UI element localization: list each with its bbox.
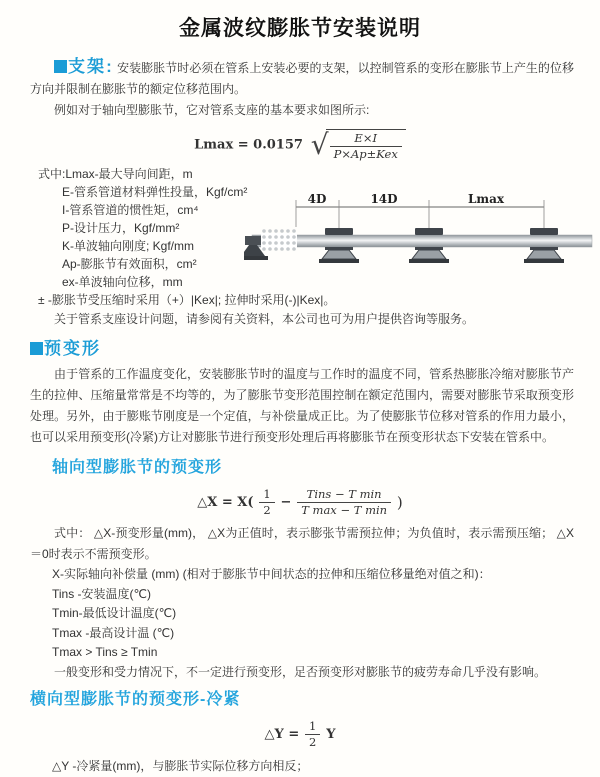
formula-numerator: 1 <box>305 720 320 735</box>
section-square-icon <box>30 342 43 355</box>
closing-paren: ) <box>396 493 403 512</box>
lateral-def-line: △Y -冷紧量(mm)，与膨胀节实际位移方向相反； <box>52 759 309 773</box>
support-example-text: 例如对于轴向型膨胀节，它对管系支座的基本要求如图所示: <box>54 103 370 117</box>
lateral-coldpull-formula <box>0 720 600 749</box>
axial-def-line: Tmin-最低设计温度(℃) <box>52 606 177 620</box>
formula-fraction-half <box>259 488 274 517</box>
formula-fraction-temp <box>297 488 391 517</box>
formula-lhs: △Y = <box>264 727 300 742</box>
page-title: 金属波纹膨胀节安装说明 <box>179 17 421 40</box>
definition-line: ex-单波轴向位移，mm <box>62 275 183 289</box>
axial-def-line: X-实际轴向补偿量 (mm) (相对于膨胀节中间状态的拉伸和压缩位移量绝对值之和)： <box>52 567 491 581</box>
formula-lhs: △X = X( <box>197 495 254 510</box>
formula-lhs: Lmax = 0.0157 <box>194 137 303 153</box>
axial-def-line: Tmax > Tins ≥ Tmin <box>52 645 158 659</box>
definition-line: I-管系管道的惯性矩，cm⁴ <box>62 203 199 217</box>
dim-label-lmax: Lmax <box>467 192 505 206</box>
predeform-section-head <box>30 339 600 360</box>
support-section-lead <box>30 56 574 100</box>
definition-line: K-单波轴向刚度; Kgf/mm <box>62 239 195 253</box>
guide-spacing-formula <box>0 129 600 161</box>
plusminus-rule-text: ± -膨胀节受压缩时采用（+）|Kex|; 拉伸时采用(-)|Kex|。 <box>38 293 336 307</box>
formula-denominator: P×Ap±Kex <box>333 147 398 161</box>
pipe <box>252 235 592 247</box>
axial-explain-text: 式中： △X-预变形量(mm)， △X为正值时，表示膨张节需预拉伸；为负值时，表示需预压缩； △X＝0时表示不需预变形。 <box>30 526 574 561</box>
section-square-icon <box>54 60 67 73</box>
bellows <box>261 229 297 251</box>
formula-denominator: 2 <box>263 503 271 517</box>
dim-label-14d: 14D <box>370 192 398 206</box>
pipe-support-diagram <box>244 191 596 291</box>
formula-numerator: E×I <box>330 132 402 147</box>
axial-predeform-formula <box>0 488 600 517</box>
formula-denominator: T max − T min <box>301 503 388 517</box>
formula-rhs: Y <box>326 727 336 742</box>
formula-denominator: 2 <box>309 735 317 749</box>
dim-label-4d: 4D <box>307 192 327 206</box>
formula-radicand <box>326 129 406 161</box>
support-section-label: 支架: <box>68 57 114 76</box>
definitions-and-diagram <box>38 165 600 291</box>
definition-line: P-设计压力，Kgf/mm² <box>62 221 180 235</box>
consulting-note-text: 关于管系支座设计问题，请参阅有关资料，本公司也可为用户提供咨询等服务。 <box>54 312 475 326</box>
formula-numerator: 1 <box>259 488 274 503</box>
sqrt-radical-icon: √ <box>310 128 329 161</box>
support-intro-text: 安装膨胀节时必须在管系上安装必要的支架，以控制管系的变形在膨胀节上产生的位移方向并限制在膨胀节的额定位移范围内。 <box>30 61 574 96</box>
predeform-section-label: 预变形 <box>44 339 101 358</box>
formula-fraction <box>330 132 402 161</box>
definition-line: E-管系管道材料弹性投量，Kgf/cm² <box>62 185 248 199</box>
axial-subsection-title: 轴向型膨胀节的预变形 <box>52 459 223 476</box>
definition-line: Ap-膨胀节有效面积，cm² <box>62 257 197 271</box>
lateral-subsection-title: 横向型膨胀节的预变形-冷紧 <box>30 691 241 708</box>
predeform-body-text: 由于管系的工作温度变化，安装膨胀节时的温度与工作时的温度不同，管系热膨胀冷缩对膨胀节产生的拉伸、压缩量常常是不均等的，为了膨胀节变形范围控制在额定范围内，需要对膨胀节采取预变形处理。另外，由于膨账节刚度是一个定值，与补偿量成正比。为了使膨胀节位移对管系的作用力最小，也可以采用预变形(冷紧)方让对膨胀节进行预变形处理后再将膨胀节在预变形状态下安装在管系中。 <box>30 367 574 444</box>
axial-note-text: 一般变形和受力情况下，不一定进行预变形，足否预变形对膨胀节的疲劳寿命几乎没有影响。 <box>54 664 547 679</box>
minus-sign: − <box>280 495 292 510</box>
axial-def-line: Tins -安装温度(℃) <box>52 586 152 601</box>
definition-line: 式中:Lmax-最大导向间距，m <box>38 167 193 181</box>
formula-numerator: Tins − T min <box>297 488 391 503</box>
formula-fraction-half <box>305 720 320 749</box>
axial-def-line: Tmax -最高设计温 (℃) <box>52 625 175 640</box>
